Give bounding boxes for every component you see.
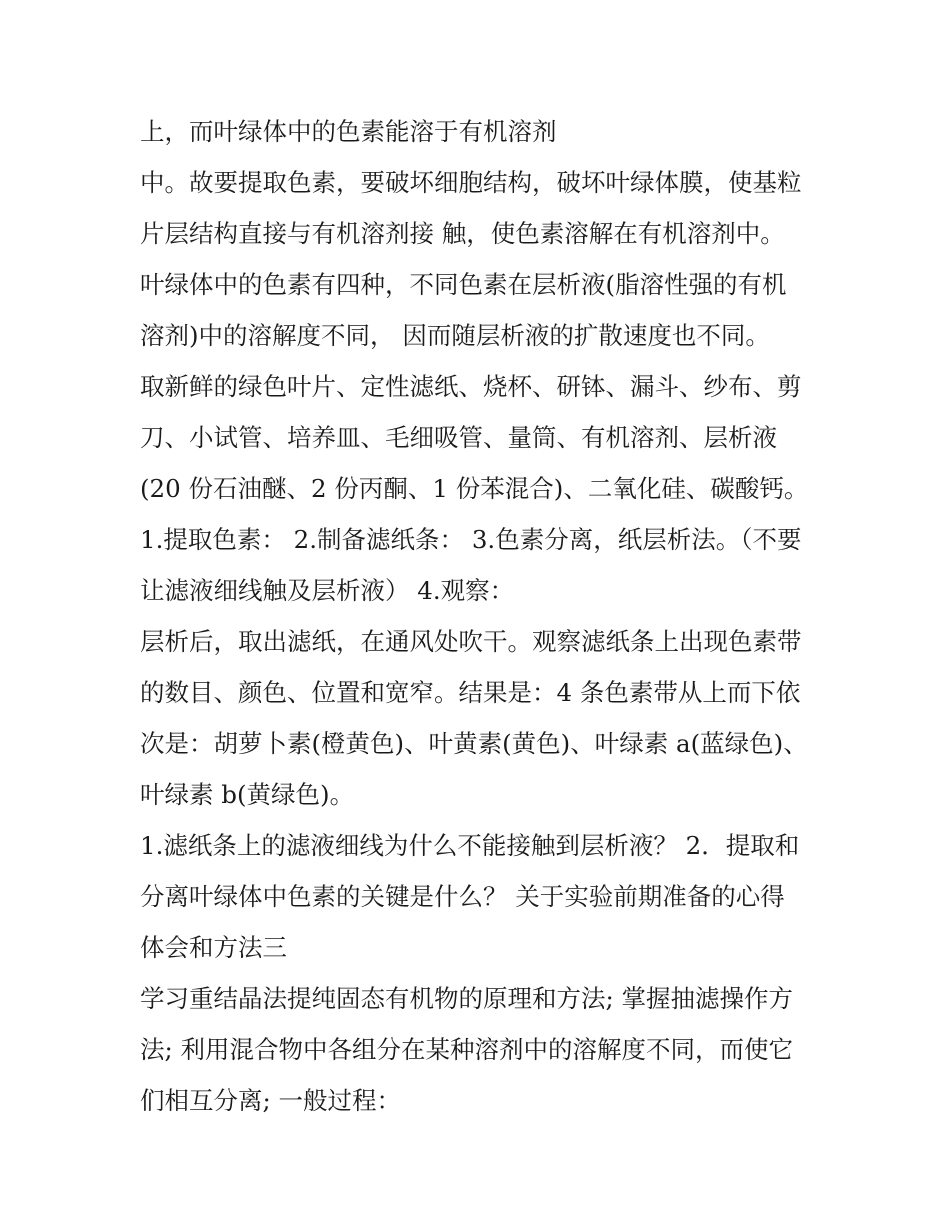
text-line: 上，而叶绿体中的色素能溶于有机溶剂 [140, 117, 557, 146]
text-line: 层析后，取出滤纸，在通风处吹干。观察滤纸条上出现色素带 [140, 627, 802, 656]
text-line: 法; 利用混合物中各组分在某种溶剂中的溶解度不同，而使它 [140, 1035, 794, 1064]
text-line: 次是：胡萝卜素(橙黄色)、叶黄素(黄色)、叶绿素 a(蓝绿色)、 [140, 729, 808, 758]
text-line: 学习重结晶法提纯固态有机物的原理和方法; 掌握抽滤操作方 [140, 984, 794, 1013]
text-line: 叶绿体中的色素有四种，不同色素在层析液(脂溶性强的有机 [140, 270, 787, 299]
text-line: 1.滤纸条上的滤液细线为什么不能接触到层析液？ 2．提取和 [140, 831, 800, 860]
text-line: 叶绿素 b(黄绿色)。 [140, 780, 355, 809]
text-line: 们相互分离; 一般过程： [140, 1086, 402, 1115]
text-line: 溶剂)中的溶解度不同， 因而随层析液的扩散速度也不同。 [140, 321, 770, 350]
text-line: 的数目、颜色、位置和宽窄。结果是：4 条色素带从上而下依 [140, 678, 801, 707]
text-line: 刀、小试管、培养皿、毛细吸管、量筒、有机溶剂、层析液 [140, 423, 777, 452]
text-line: 取新鲜的绿色叶片、定性滤纸、烧杯、研钵、漏斗、纱布、剪 [140, 372, 802, 401]
text-line: 分离叶绿体中色素的关键是什么？ 关于实验前期准备的心得 [140, 882, 785, 911]
document-body [140, 106, 820, 1126]
text-line: (20 份石油醚、2 份丙酮、1 份苯混合)、二氧化硅、碳酸钙。 [140, 474, 809, 503]
text-line: 片层结构直接与有机溶剂接 触，使色素溶解在有机溶剂中。 [140, 219, 785, 248]
text-line: 体会和方法三 [140, 933, 287, 962]
text-line: 1.提取色素： 2.制备滤纸条： 3.色素分离，纸层析法。（不要 [140, 525, 802, 554]
text-line: 中。故要提取色素，要破坏细胞结构，破坏叶绿体膜，使基粒 [140, 168, 802, 197]
text-line: 让滤液细线触及层析液） 4.观察： [140, 576, 515, 605]
